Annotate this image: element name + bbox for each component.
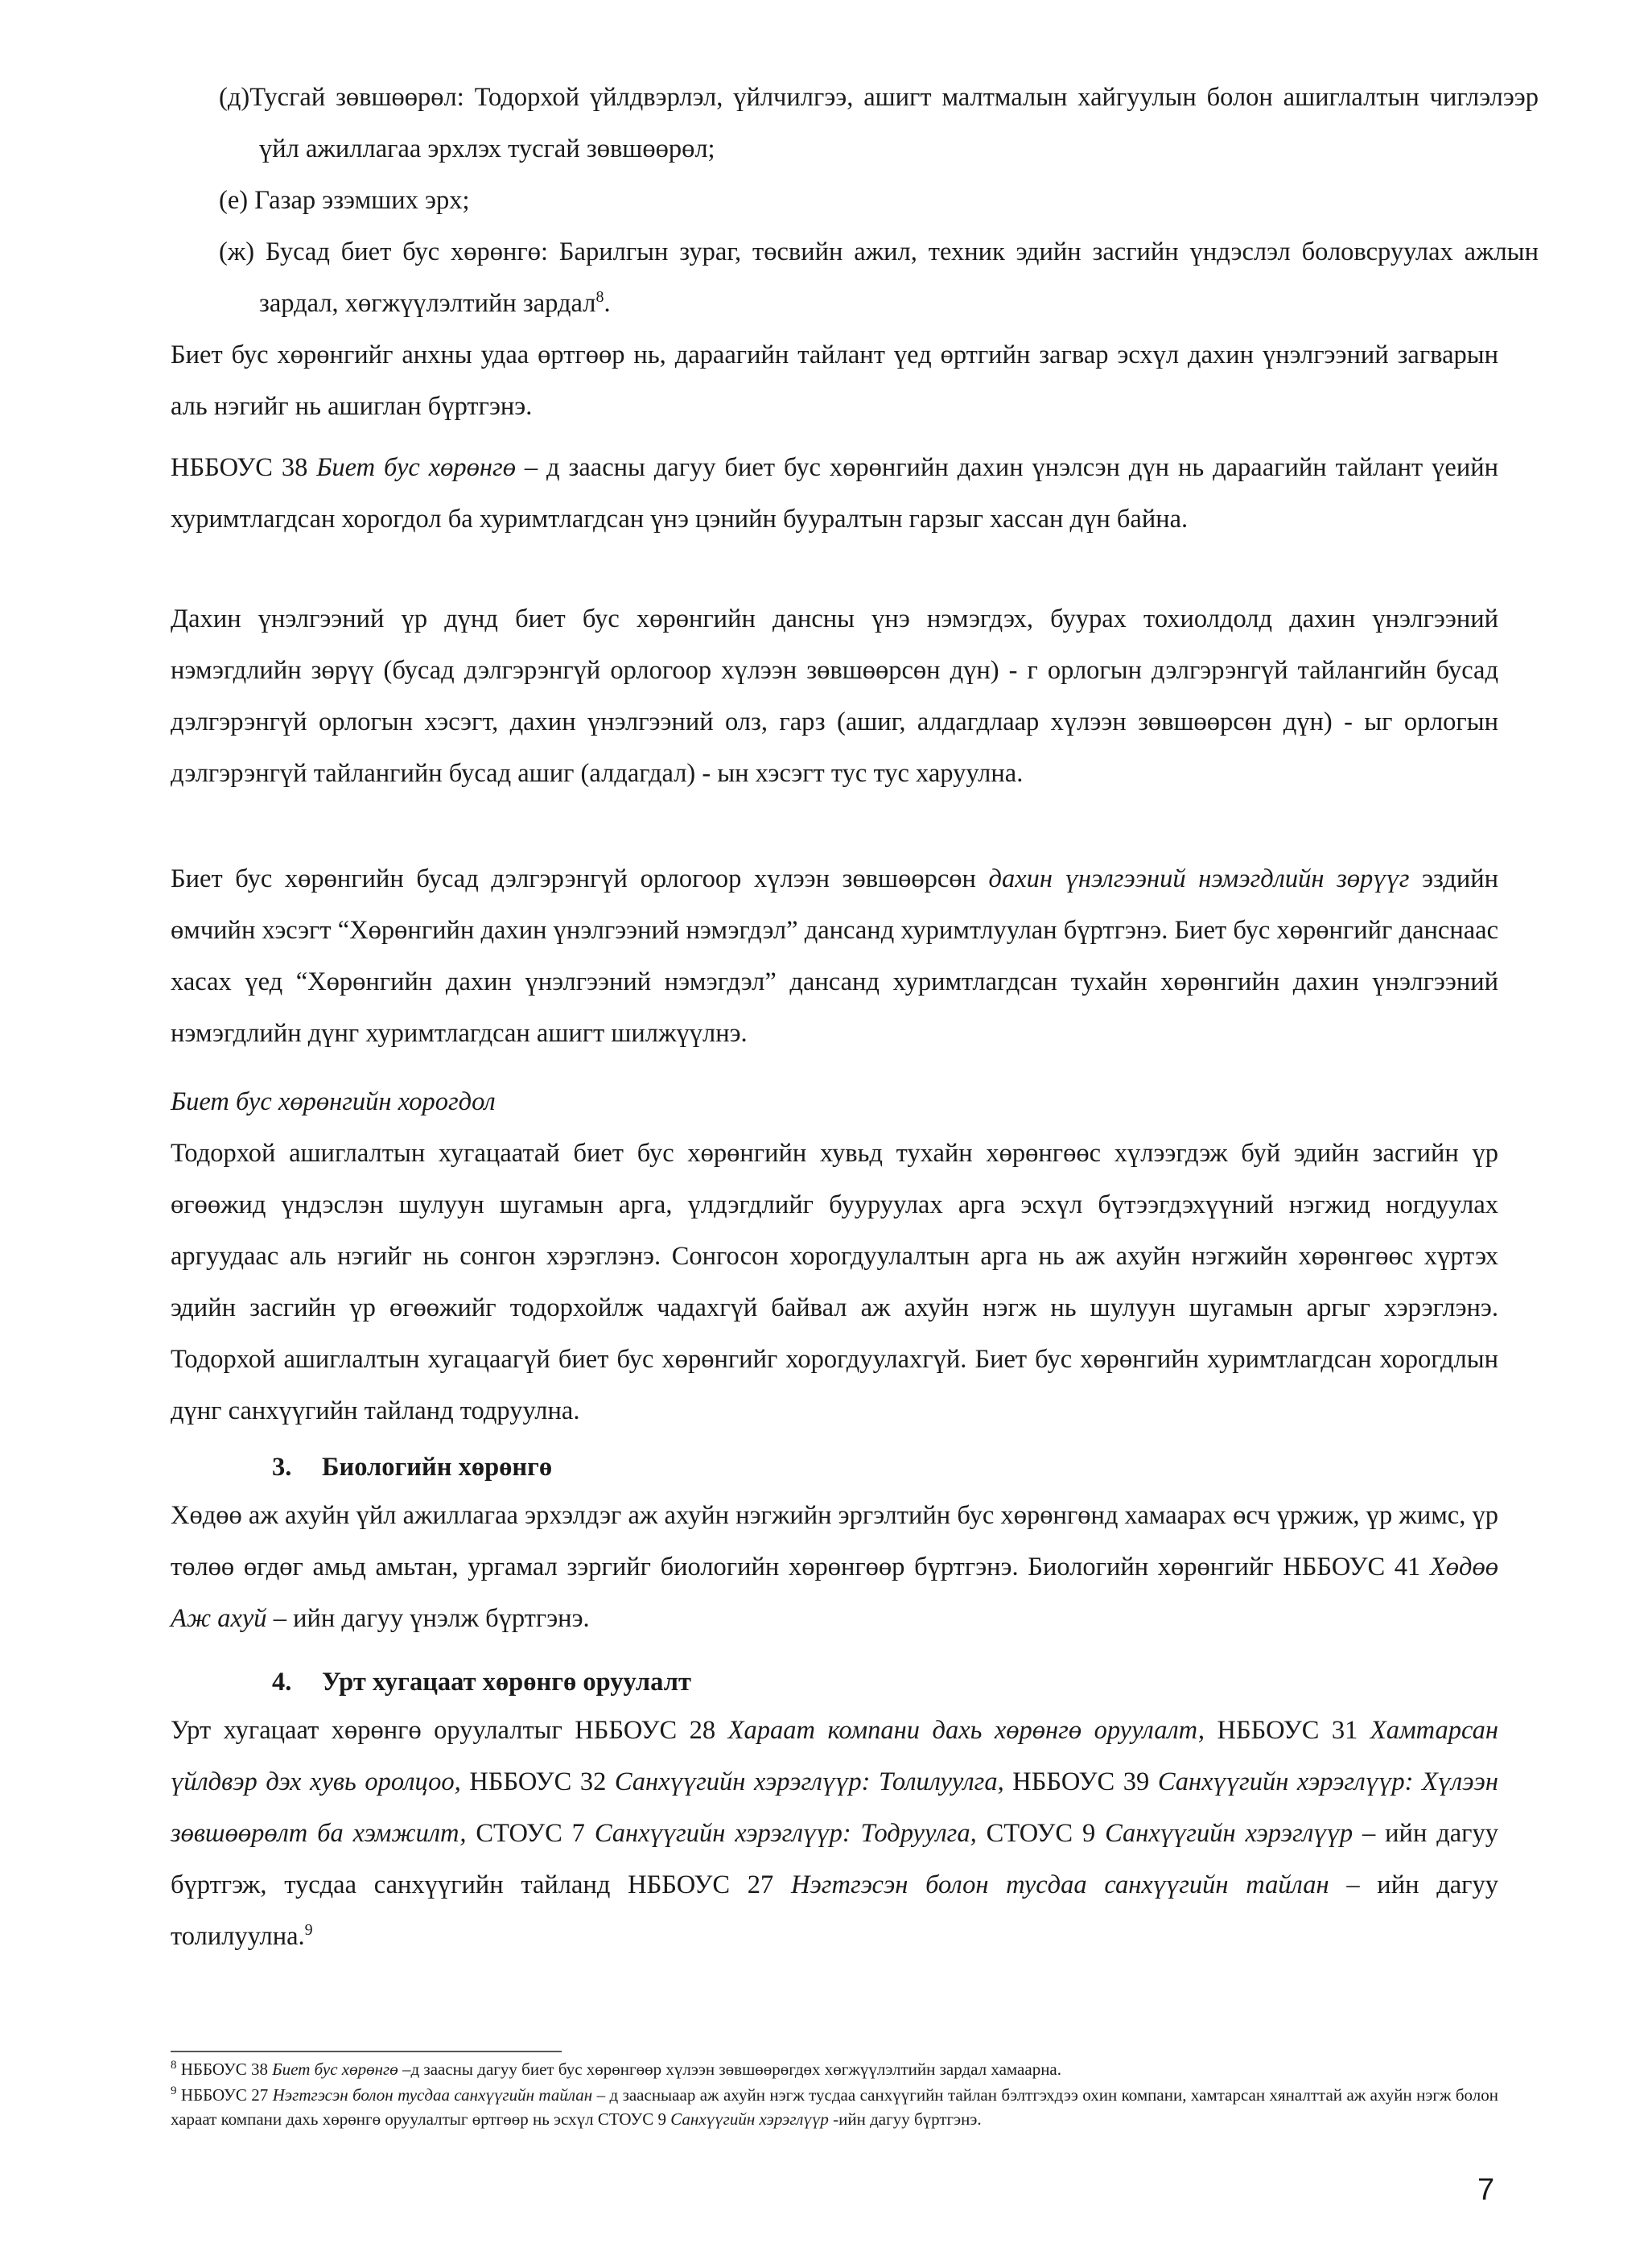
paragraph-revalued-amount bbox=[171, 442, 1498, 545]
paragraph-amortization: Тодорхой ашиглалтын хугацаатай биет бус хөрөнгийн хувьд тухайн хөрөнгөөс хүлээгдэж буй эдийн засгийн үр өгөөжид үндэслэн шулуун шугамын арга, үлдэгдлийг бууруулах арга эсхүл бүтээгдэхүүний нэгжид ногдуулах аргуудаас аль нэгийг нь сонгон хэрэглэнэ. Сонгосон хорогдуулалтын арга нь аж ахуйн нэгжийн хөрөнгөөс хүртэх эдийн засгийн үр өгөөжийг тодорхойлж чадахгүй байвал аж ахуйн нэгж нь шулуун шугамын аргыг хэрэглэнэ. Тодорхой ашиглалтын хугацаагүй биет бус хөрөнгийг хорогдуулахгүй. Биет бус хөрөнгийн хуримтлагдсан хорогдлын дүнг санхүүгийн тайланд тодруулна. bbox=[171, 1139, 1498, 1425]
footnote-9 bbox=[171, 2083, 1498, 2131]
text-run: НББОУС 27 bbox=[176, 2085, 273, 2105]
text-run: СТОУС 7 bbox=[466, 1819, 595, 1848]
italic-term: дахин үнэлгээний нэмэгдлийн зөрүүг bbox=[988, 864, 1410, 893]
italic-standard-title: Санхүүгийн хэрэглүүр bbox=[670, 2109, 829, 2129]
paragraph-initial-recognition: Биет бус хөрөнгийг анхны удаа өртгөөр нь, дараагийн тайлант үед өртгийн загвар эсхүл дахин үнэлгээний загварын аль нэгийг нь ашиглан бүртгэнэ. bbox=[171, 340, 1498, 421]
list-item-text: Тусгай зөвшөөрөл: Тодорхой үйлдвэрлэл, үйлчилгээ, ашигт малтмалын хайгуулын болон ашиглалтын чиглэлээр үйл ажиллагаа эрхлэх тусгай зөвшөөрөл; bbox=[249, 83, 1539, 163]
list-item-text: Газар эзэмших эрх; bbox=[254, 186, 470, 215]
italic-standard-title: Хамтарсан үйлдвэр дэх хувь оролцоо, bbox=[171, 1716, 1499, 1796]
footnote-mark: 8 bbox=[171, 2059, 177, 2072]
text-run: –д заасны дагуу биет бус хөрөнгөөр хүлээн зөвшөөрөгдөх хөгжүүлэлтийн зардал хамаарна. bbox=[398, 2060, 1062, 2079]
footnote-ref-8[interactable]: 8 bbox=[595, 288, 604, 307]
paragraph-biological-assets bbox=[171, 1490, 1498, 1644]
text-run: НББОУС 38 bbox=[176, 2060, 273, 2079]
text-run: Биет бус хөрөнгийн бусад дэлгэрэнгүй орлогоор хүлээн зөвшөөрсөн bbox=[171, 864, 989, 893]
paragraph-revaluation-surplus bbox=[171, 853, 1498, 1059]
list-item-zh bbox=[219, 226, 1539, 329]
italic-standard-title: Санхүүгийн хэрэглүүр: Хүлээн зөвшөөрөлт ба хэмжилт, bbox=[171, 1767, 1499, 1848]
section-3-number: 3. bbox=[272, 1453, 292, 1482]
footnote-8 bbox=[171, 2057, 1498, 2081]
paragraph-revaluation-result: Дахин үнэлгээний үр дүнд биет бус хөрөнгийн дансны үнэ нэмэгдэх, буурах тохиолдолд дахин үнэлгээний нэмэгдлийн зөрүү (бусад дэлгэрэнгүй орлогоор хүлээн зөвшөөрсөн дүн) - г орлогын дэлгэрэнгүй тайлангийн бусад дэлгэрэнгүй орлогын хэсэгт, дахин үнэлгээний олз, гарз (ашиг, алдагдлаар хүлээн зөвшөөрсөн дүн) - ыг орлогын дэлгэрэнгүй тайлангийн бусад ашиг (алдагдал) - ын хэсэгт тус тус харуулна. bbox=[171, 604, 1498, 788]
section-3-title: Биологийн хөрөнгө bbox=[322, 1453, 553, 1482]
list-item-tail: . bbox=[604, 289, 611, 318]
section-4-title: Урт хугацаат хөрөнгө оруулалт bbox=[322, 1668, 691, 1697]
text-run: Хөдөө аж ахуйн үйл ажиллагаа эрхэлдэг аж ахуйн нэгжийн эргэлтийн бус хөрөнгөнд хамаарах өсч үржиж, үр жимс, үр төлөө өгдөг амьд амьтан, ургамал зэргийг биологийн хөрөнгөөр бүртгэнэ. Биологийн хөрөнгийг НББОУС 41 bbox=[171, 1501, 1498, 1581]
text-run: НББОУС 32 bbox=[460, 1767, 615, 1796]
italic-standard-title: Нэгтгэсэн болон тусдаа санхүүгийн тайлан bbox=[272, 2085, 593, 2105]
footnote-ref-9[interactable]: 9 bbox=[304, 1921, 313, 1940]
italic-standard-title: Хараат компани дахь хөрөнгө оруулалт, bbox=[727, 1716, 1205, 1745]
subheading-amortization: Биет бус хөрөнгийн хорогдол bbox=[171, 1087, 496, 1116]
footnote-mark: 9 bbox=[171, 2084, 177, 2097]
italic-standard-title: Нэгтгэсэн болон тусдаа санхүүгийн тайлан bbox=[791, 1870, 1329, 1899]
italic-standard-title: Санхүүгийн хэрэглүүр: Толилуулга, bbox=[614, 1767, 1004, 1796]
text-run: НББОУС 39 bbox=[1003, 1767, 1158, 1796]
list-item-e bbox=[219, 175, 1539, 226]
list-item-text: Бусад биет бус хөрөнгө: Барилгын зураг, төсвийн ажил, техник эдийн засгийн үндэслэл боловсруулах ажлын зардал, хөгжүүлэлтийн зардал bbox=[259, 237, 1539, 318]
text-run: НББОУС 31 bbox=[1205, 1716, 1370, 1745]
text-run: эздийн өмчийн хэсэгт “Хөрөнгийн дахин үнэлгээний нэмэгдэл” дансанд хуримтлуулан бүртгэнэ. Биет бус хөрөнгийг данснаас хасах үед “Хөрөнгийн дахин үнэлгээний нэмэгдэл” дансанд хуримтлагдсан тухайн хөрөнгийн дахин үнэлгээний нэмэгдлийн дүнг хуримтлагдсан ашигт шилжүүлнэ. bbox=[171, 864, 1499, 1048]
text-run: – ийн дагуу бүртгэж, тусдаа санхүүгийн тайланд НББОУС 27 bbox=[171, 1819, 1499, 1899]
page-number: 7 bbox=[1477, 2173, 1495, 2207]
paragraph-long-term-investment bbox=[171, 1705, 1498, 1962]
text-run: -ийн дагуу бүртгэнэ. bbox=[828, 2109, 982, 2129]
text-run: – д заасныаар аж ахуйн нэгж тусдаа санхүүгийн тайлан бэлтгэхдээ охин компани, хамтарсан хяналттай аж ахуйн нэгж болон хараат компани дахь хөрөнгө оруулалтыг өртгөөр нь эсхүл СТОУС 9 bbox=[171, 2085, 1498, 2129]
list-marker: (е) bbox=[219, 186, 249, 215]
list-marker: (д) bbox=[219, 83, 250, 112]
text-run: НББОУС 38 bbox=[171, 453, 317, 482]
text-run: – ийн дагуу үнэлж бүртгэнэ. bbox=[266, 1604, 590, 1633]
italic-standard-title: Санхүүгийн хэрэглүүр: Тодруулга, bbox=[594, 1819, 977, 1848]
italic-standard-title: Биет бус хөрөнгө bbox=[316, 453, 516, 482]
italic-standard-title: Хөдөө Аж ахуй bbox=[171, 1553, 1498, 1633]
list-item-d bbox=[219, 72, 1539, 175]
list-marker: (ж) bbox=[219, 237, 255, 266]
italic-standard-title: Биет бус хөрөнгө bbox=[272, 2060, 398, 2079]
section-4-number: 4. bbox=[272, 1668, 292, 1697]
text-run: СТОУС 9 bbox=[976, 1819, 1106, 1848]
text-run: – д заасны дагуу биет бус хөрөнгийн дахин үнэлсэн дүн нь дараагийн тайлант үеийн хуримтлагдсан хорогдол ба хуримтлагдсан үнэ цэнийн бууралтын гарзыг хассан дүн байна. bbox=[171, 453, 1499, 534]
footnote-separator bbox=[171, 2051, 562, 2052]
text-run: – ийн дагуу толилуулна. bbox=[171, 1870, 1499, 1951]
italic-standard-title: Санхүүгийн хэрэглүүр bbox=[1105, 1819, 1353, 1848]
text-run: Урт хугацаат хөрөнгө оруулалтыг НББОУС 28 bbox=[171, 1716, 728, 1745]
